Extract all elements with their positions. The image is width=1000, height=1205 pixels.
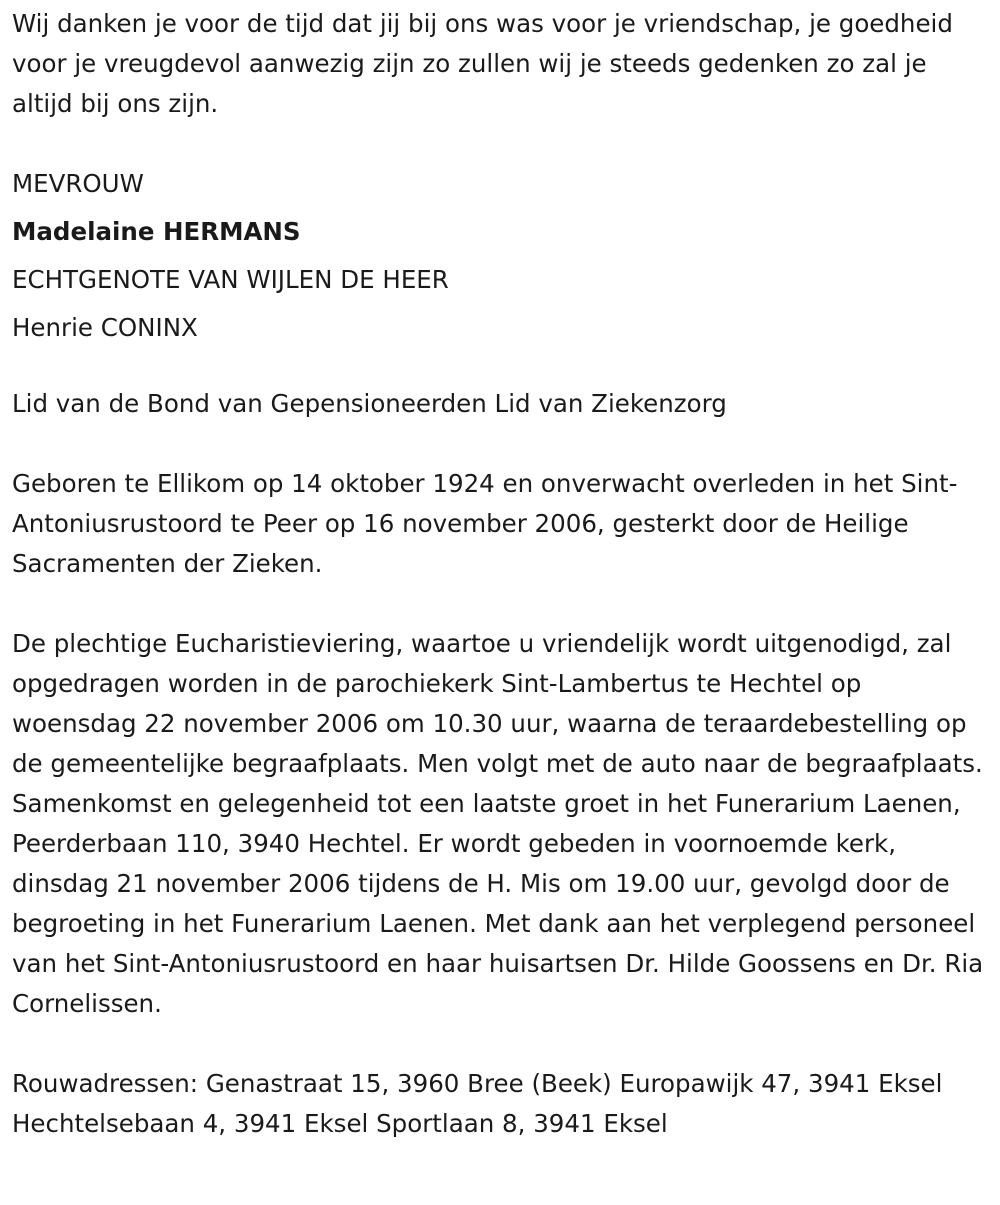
deceased-name: Madelaine HERMANS [12,217,301,246]
spacer [12,1024,988,1064]
relation-text: ECHTGENOTE VAN WIJLEN DE HEER [12,265,449,294]
salutation: MEVROUW [12,169,144,198]
intro-text: Wij danken je voor de tijd dat jij bij ons was voor je vriendschap, je goedheid voor je vreugdevol aanwezig zijn zo zullen wij je steeds gedenken zo zal je altijd bij ons zijn. [12,9,953,118]
spacer [12,584,988,624]
spouse-name: Henrie CONINX [12,313,198,342]
ceremony-text: De plechtige Eucharistieviering, waartoe u vriendelijk wordt uitgenodigd, zal opgedragen worden in de parochiekerk Sint-Lambertus te Hechtel op woensdag 22 november 2006 om 10.30 uur, waarna de teraardebestelling op de gemeentelijke begraafplaats. Men volgt met de auto naar de begraafplaats. Samenkomst en gelegenheid tot een laatste groet in het Funerarium Laenen, Peerderbaan 110, 3940 Hechtel. Er wordt gebeden in voornoemde kerk, dinsdag 21 november 2006 tijdens de H. Mis om 19.00 uur, gevolgd door de begroeting in het Funerarium Laenen. Met dank aan het verplegend personeel van het Sint-Antoniusrustoord en haar huisartsen Dr. Hilde Goossens en Dr. Ria Cornelissen. [12,629,984,1018]
birth-death-text: Geboren te Ellikom op 14 oktober 1924 en onverwacht overleden in het Sint-Antoniusrustoord te Peer op 16 november 2006, gesterkt door de Heilige Sacramenten der Zieken. [12,469,958,578]
spacer [12,424,988,464]
name-block [12,160,988,352]
memberships-text: Lid van de Bond van Gepensioneerden Lid van Ziekenzorg [12,389,727,418]
addresses-text: Rouwadressen: Genastraat 15, 3960 Bree (Beek) Europawijk 47, 3941 Eksel Hechtelsebaan 4, 3941 Eksel Sportlaan 8, 3941 Eksel [12,1069,943,1138]
spacer [12,352,988,384]
spacer [12,124,988,164]
